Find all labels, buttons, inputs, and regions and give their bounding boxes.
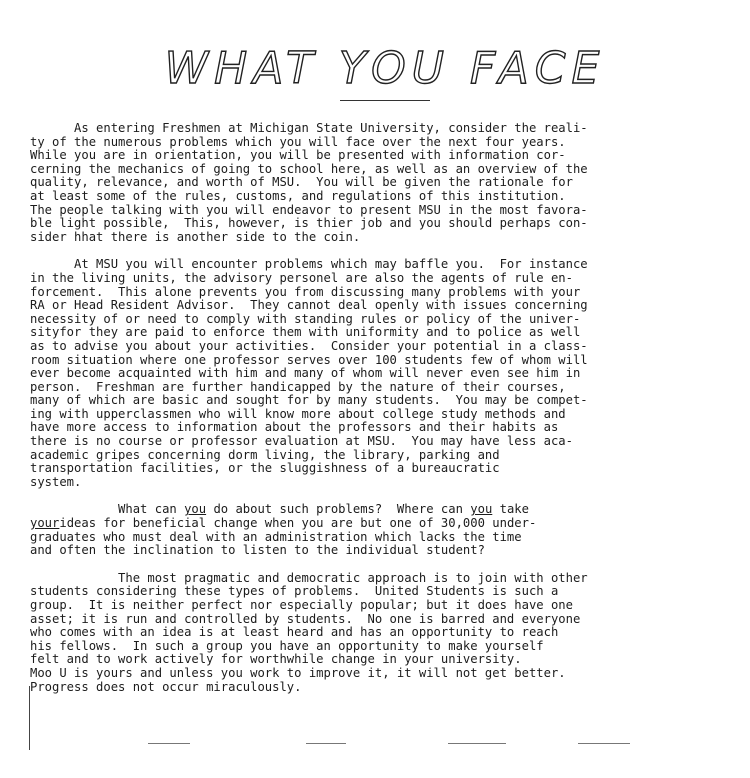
text-line: room situation where one professor serves over 100 students few of whom will xyxy=(30,352,588,367)
paragraph xyxy=(30,258,720,489)
text-line: RA or Head Resident Advisor. They cannot deal openly with issues concerning xyxy=(30,298,588,313)
paragraph xyxy=(30,572,720,694)
text-line: ty of the numerous problems which you will face over the next four years. xyxy=(30,134,566,149)
text-line: academic gripes concerning dorm living, the library, parking and xyxy=(30,447,500,462)
paragraph xyxy=(30,503,720,557)
text-line: asset; it is run and controlled by students. No one is barred and everyone xyxy=(30,611,581,626)
text-line: graduates who must deal with an administration which lacks the time xyxy=(30,529,522,544)
text-line: The most pragmatic and democratic approach is to join with other xyxy=(30,570,588,585)
text-line: many of which are basic and sought for by many students. You may be compet- xyxy=(30,393,588,408)
text-line: at least some of the rules, customs, and regulations of this institution. xyxy=(30,188,566,203)
document-body xyxy=(30,122,720,708)
text-line: have more access to information about the professors and their habits as xyxy=(30,420,559,435)
text-line: Progress does not occur miraculously. xyxy=(30,679,302,694)
footer-dash xyxy=(148,743,190,744)
text-line: yourideas for beneficial change when you are but one of 30,000 under- xyxy=(30,516,537,531)
paragraph xyxy=(30,122,720,244)
title-block xyxy=(150,40,620,110)
text-line: felt and to work actively for worthwhile change in your university. xyxy=(30,652,522,667)
footer-dash xyxy=(448,743,506,744)
text-line: necessity of or need to comply with standing rules or policy of the univer- xyxy=(30,311,581,326)
footer-dash xyxy=(306,743,346,744)
text-line: person. Freshman are further handicapped by the nature of their courses, xyxy=(30,379,566,394)
left-margin-rule xyxy=(29,686,30,750)
text-line: At MSU you will encounter problems which may baffle you. For instance xyxy=(30,257,588,272)
text-line: transportation facilities, or the sluggishness of a bureaucratic xyxy=(30,461,500,476)
text-line: cerning the mechanics of going to school here, as well as an overview of the xyxy=(30,161,588,176)
text-line: forcement. This alone prevents you from discussing many problems with your xyxy=(30,284,581,299)
text-line: What can you do about such problems? Where can you take xyxy=(30,502,529,517)
text-line: students considering these types of problems. United Students is such a xyxy=(30,584,559,599)
footer-dash xyxy=(578,743,630,744)
page-title: WHAT YOU FACE xyxy=(164,43,606,94)
text-line: his fellows. In such a group you have an opportunity to make yourself xyxy=(30,638,544,653)
text-line: As entering Freshmen at Michigan State University, consider the reali- xyxy=(30,121,588,135)
text-line: ble light possible, This, however, is thier job and you should perhaps con- xyxy=(30,216,588,231)
text-line: sider hhat there is another side to the coin. xyxy=(30,229,361,244)
text-line: who comes with an idea is at least heard and has an opportunity to reach xyxy=(30,625,559,640)
text-line: there is no course or professor evaluation at MSU. You may have less aca- xyxy=(30,434,573,449)
text-line: ever become acquainted with him and many of whom will never even see him in xyxy=(30,366,581,381)
text-line: Moo U is yours and unless you work to improve it, it will not get better. xyxy=(30,665,566,680)
text-line: system. xyxy=(30,474,82,489)
text-line: as to advise you about your activities. Consider your potential in a class- xyxy=(30,338,588,353)
text-line: ing with upperclassmen who will know more about college study methods and xyxy=(30,406,566,421)
text-line: The people talking with you will endeavor to present MSU in the most favora- xyxy=(30,202,588,217)
text-line: in the living units, the advisory personel are also the agents of rule en- xyxy=(30,270,573,285)
text-line: quality, relevance, and worth of MSU. You will be given the rationale for xyxy=(30,175,573,190)
text-line: group. It is neither perfect nor especially popular; but it does have one xyxy=(30,598,573,612)
title-underline xyxy=(340,100,430,101)
text-line: sityfor they are paid to enforce them with uniformity and to police as well xyxy=(30,325,581,340)
text-line: and often the inclination to listen to the individual student? xyxy=(30,543,485,558)
text-line: While you are in orientation, you will be presented with information cor- xyxy=(30,148,566,163)
